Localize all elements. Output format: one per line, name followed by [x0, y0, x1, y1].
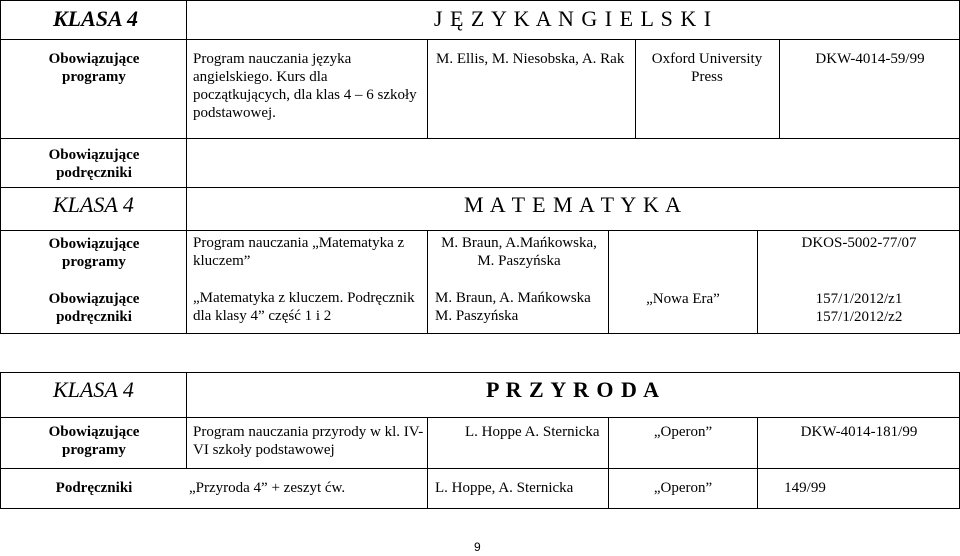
textbooks-label: Obowiązujące podręczniki	[48, 147, 140, 181]
programs-label: Obowiązujące programy	[48, 236, 140, 270]
program-title: Program nauczania języka angielskiego. Kurs dla początkujących, dla klas 4 – 6 szkoły podstawowej.	[193, 51, 417, 121]
rule	[0, 39, 960, 40]
textbook-number-1: 157/1/2012/z1	[815, 291, 903, 307]
rule	[757, 230, 758, 333]
rule	[0, 468, 960, 469]
program-publisher: Oxford University Press	[651, 51, 763, 85]
rule	[427, 39, 428, 138]
class-label: KLASA 4	[53, 377, 134, 402]
program-publisher: „Operon”	[653, 424, 713, 440]
rule	[757, 417, 758, 508]
textbook-number-2: 157/1/2012/z2	[815, 309, 903, 325]
rule	[0, 187, 1, 333]
subject-title: J Ę Z Y K A N G I E L S K I	[433, 6, 713, 31]
rule	[427, 230, 428, 333]
rule	[0, 333, 960, 334]
rule	[0, 372, 960, 373]
page-number: 9	[474, 540, 481, 554]
rule	[0, 508, 960, 509]
textbooks-label: Podręczniki	[55, 480, 133, 496]
textbook-authors: M. Braun, A. Mańkowska M. Paszyńska	[435, 290, 591, 324]
programs-label: Obowiązujące programy	[48, 51, 140, 85]
class-label: KLASA 4	[53, 6, 138, 31]
rule	[635, 39, 636, 138]
textbook-title: „Przyroda 4” + zeszyt ćw.	[189, 480, 346, 496]
programs-label: Obowiązujące programy	[48, 424, 140, 458]
rule	[608, 230, 609, 333]
textbook-number: 149/99	[784, 480, 826, 496]
rule	[779, 39, 780, 138]
rule	[0, 230, 960, 231]
textbook-authors: L. Hoppe, A. Sternicka	[435, 480, 574, 496]
program-authors: M. Ellis, M. Niesobska, A. Rak	[436, 51, 625, 67]
rule	[0, 0, 1, 187]
program-title: Program nauczania przyrody w kl. IV- VI szkoły podstawowej	[193, 424, 424, 458]
textbook-publisher: „Operon”	[653, 480, 713, 496]
program-number: DKW-4014-181/99	[800, 424, 918, 440]
subject-title: P R Z Y R O D A	[485, 377, 661, 402]
rule	[0, 372, 1, 508]
rule	[608, 417, 609, 508]
rule	[0, 187, 960, 188]
textbook-publisher: „Nowa Era”	[646, 291, 720, 307]
program-authors: L. Hoppe A. Sternicka	[465, 424, 600, 440]
textbook-title: „Matematyka z kluczem. Podręcznik dla klasy 4” część 1 i 2	[193, 290, 415, 324]
program-number: DKW-4014-59/99	[815, 51, 925, 67]
rule	[0, 417, 960, 418]
program-title: Program nauczania „Matematyka z kluczem”	[193, 235, 405, 269]
rule	[427, 417, 428, 508]
program-number: DKOS-5002-77/07	[801, 235, 917, 251]
subject-title: M A T E M A T Y K A	[463, 192, 683, 217]
class-label: KLASA 4	[53, 192, 134, 217]
program-authors: M. Braun, A.Mańkowska, M. Paszyńska	[441, 235, 597, 269]
rule	[0, 0, 960, 1]
textbooks-label: Obowiązujące podręczniki	[48, 291, 140, 325]
rule	[0, 138, 960, 139]
